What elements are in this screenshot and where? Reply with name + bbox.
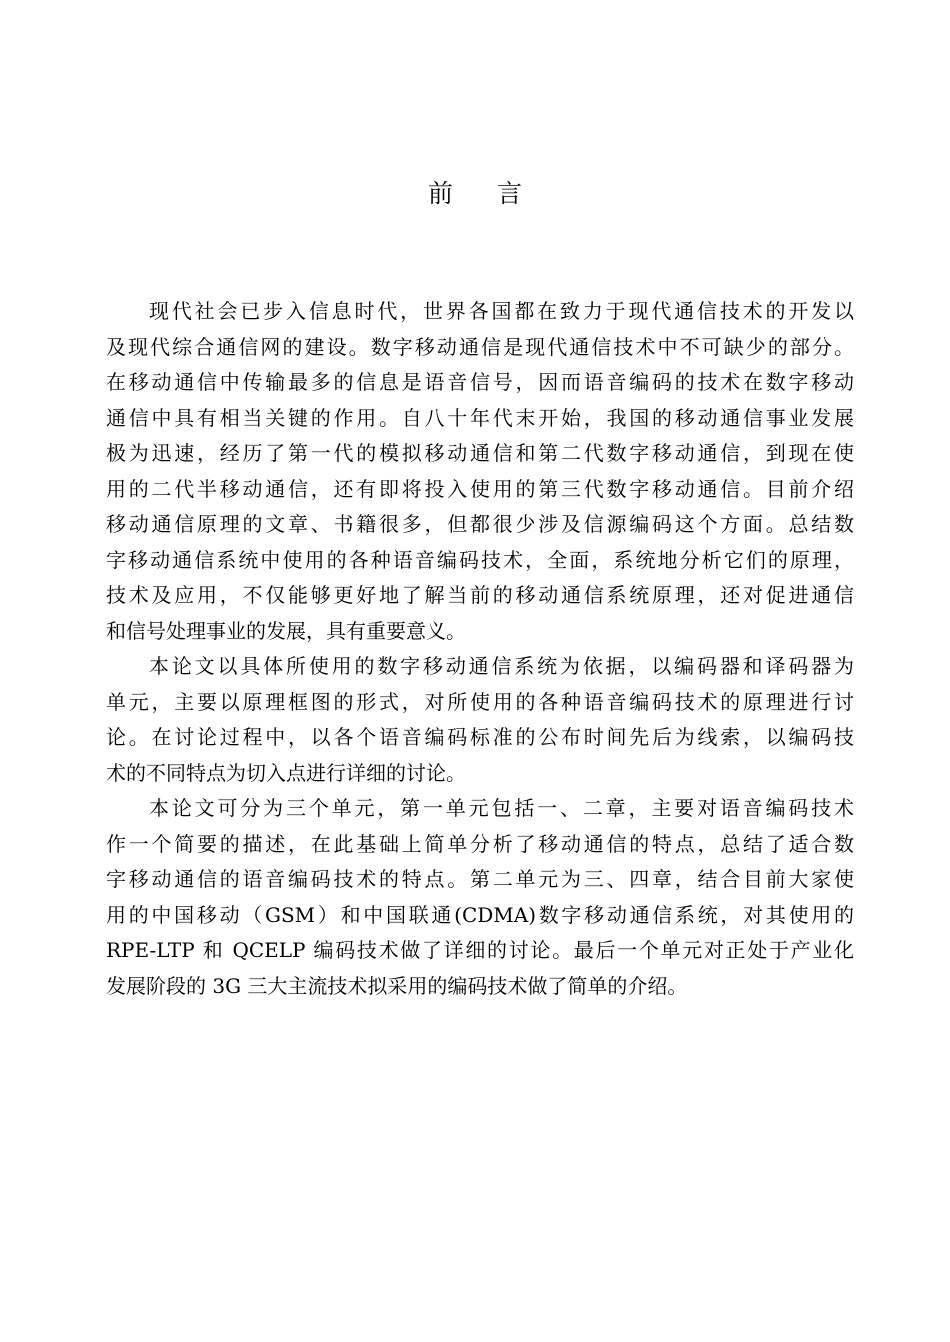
text-line: 本论文以具体所使用的数字移动通信系统为依据，以编码器和译码器为 [149,654,854,678]
text-line: 技术及应用，不仅能够更好地了解当前的移动通信系统原理，还对促进通信 [106,583,854,607]
paragraph-2 [106,649,854,791]
text-line: 字移动通信的语音编码技术的特点。第二单元为三、四章，结合目前大家使 [106,867,854,891]
text-line: 通信中具有相当关键的作用。自八十年代末开始，我国的移动通信事业发展 [106,405,854,430]
text-line: 用的中国移动（GSM）和中国联通(CDMA)数字移动通信系统，对其使用的 [106,902,854,927]
text-line: 单元，主要以原理框图的形式，对所使用的各种语音编码技术的原理进行讨 [106,689,854,714]
text-line: RPE-LTP 和 QCELP 编码技术做了详细的讨论。最后一个单元对正处于产业化 [106,938,854,962]
text-line: 术的不同特点为切入点进行详细的讨论。 [106,760,466,785]
text-line: 作一个简要的描述，在此基础上简单分析了移动通信的特点，总结了适合数 [106,831,854,856]
text-line: 用的二代半移动通信，还有即将投入使用的第三代数字移动通信。目前介绍 [106,476,854,501]
text-line: 现代社会已步入信息时代，世界各国都在致力于现代通信技术的开发以 [149,299,854,323]
page-title: 前 言 [428,179,540,208]
text-line: 本论文可分为三个单元，第一单元包括一、二章，主要对语音编码技术 [149,796,854,820]
text-line: 论。在讨论过程中，以各个语音编码标准的公布时间先后为线索，以编码技 [106,725,854,749]
document-body [106,294,854,1004]
text-line: 在移动通信中传输最多的信息是语音信号，因而语音编码的技术在数字移动 [106,370,854,394]
text-line: 移动通信原理的文章、书籍很多，但都很少涉及信源编码这个方面。总结数 [106,512,854,536]
paragraph-1 [106,294,854,649]
paragraph-3 [106,791,854,1004]
text-line: 极为迅速，经历了第一代的模拟移动通信和第二代数字移动通信，到现在使 [106,441,854,465]
text-line: 及现代综合通信网的建设。数字移动通信是现代通信技术中不可缺少的部分。 [106,334,854,359]
text-line: 发展阶段的 3G 三大主流技术拟采用的编码技术做了简单的介绍。 [106,973,688,998]
text-line: 和信号处理事业的发展，具有重要意义。 [106,618,466,643]
text-line: 字移动通信系统中使用的各种语音编码技术，全面，系统地分析它们的原理， [106,547,854,572]
